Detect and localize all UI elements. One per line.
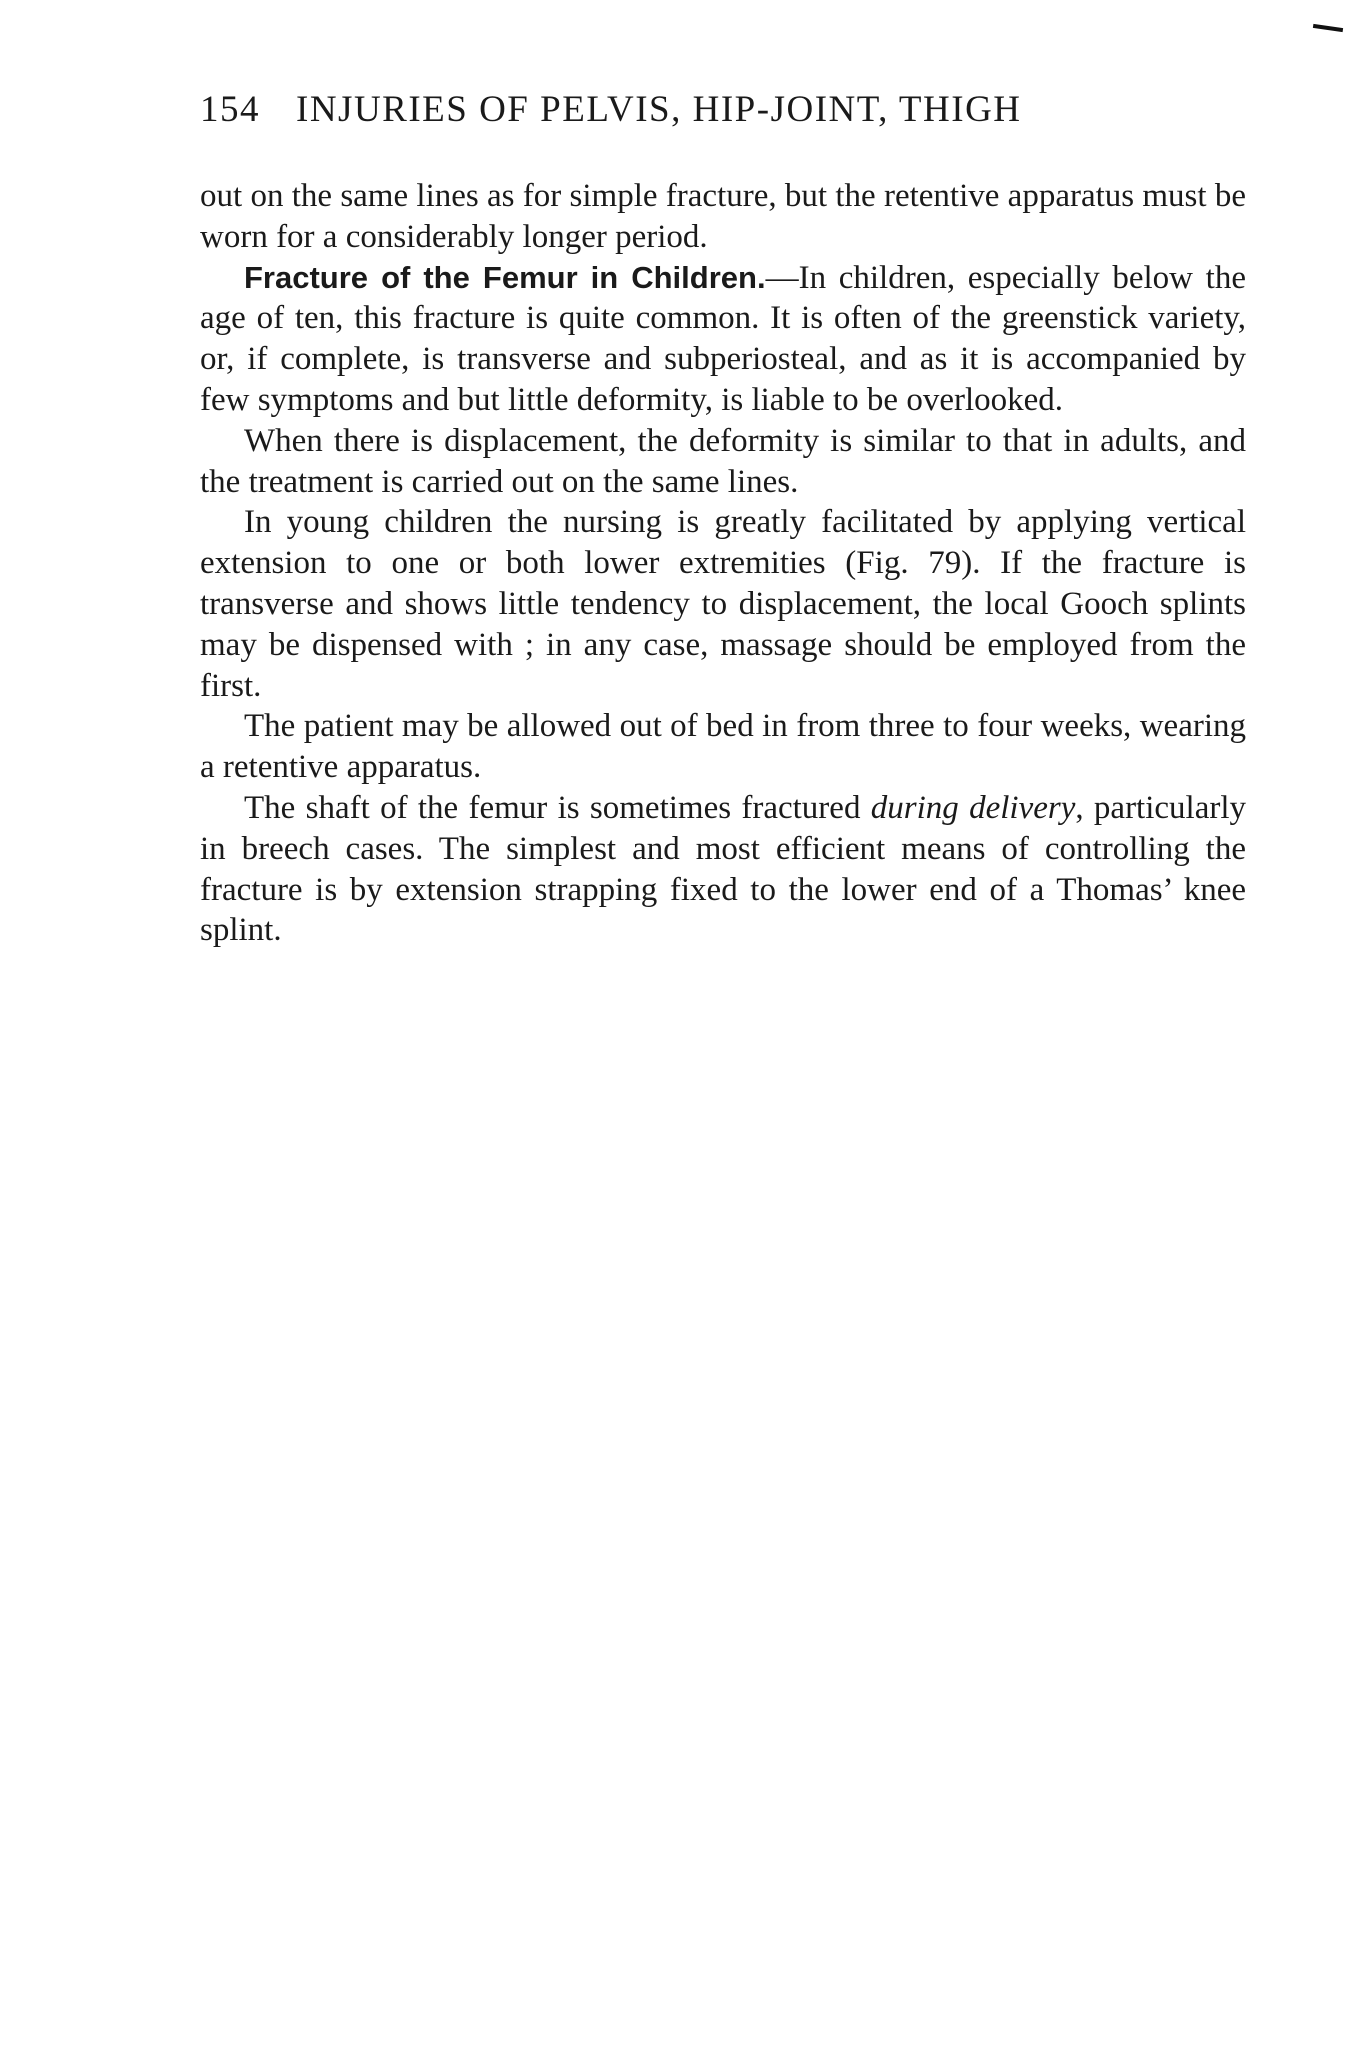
paragraph-nursing (200, 502, 1246, 706)
paragraph-text: In young children the nursing is greatly facilitated by applying vertical extension to one or both lower extremities (Fig. 79). If the fracture is transverse and shows little tendency to displacement, the local Gooch splints may be dispensed with ; in any case, massage should be employed from the first. (200, 504, 1246, 704)
paragraph-femur-children (200, 258, 1246, 421)
scan-edge-mark (1313, 24, 1343, 32)
emphasis-text: during delivery (870, 789, 1076, 826)
paragraph-text: out on the same lines as for simple fracture, but the retentive apparatus must be worn for a considerably longer period. (200, 178, 1246, 255)
paragraph-text: , particularly in breech cases. The simplest and most efficient means of controlling the fracture is by extension strapping fixed to the lower end of a Thomas’ knee splint. (200, 789, 1247, 949)
paragraph-delivery (200, 788, 1246, 951)
paragraph-text: —In children, especially below the age of ten, this fracture is quite common. It is often of the greenstick variety, or, if complete, is transverse and subperiosteal, and as it is accompanied by few symptoms and but little deformity, is liable to be overlooked. (200, 259, 1246, 418)
paragraph-text: The patient may be allowed out of bed in from three to four weeks, wearing a retentive apparatus. (200, 708, 1246, 786)
paragraph-continuation (200, 176, 1246, 258)
body-text (200, 176, 1246, 951)
paragraph-text: When there is displacement, the deformity is similar to that in adults, and the treatment is carried out on the same lines. (200, 422, 1246, 500)
paragraph-text: The shaft of the femur is sometimes fractured (244, 789, 871, 826)
running-head (200, 88, 1240, 131)
page-number: 154 (200, 89, 260, 130)
section-heading: Fracture of the Femur in Children. (244, 259, 766, 295)
paragraph-allowed-out (200, 706, 1246, 788)
running-title: INJURIES OF PELVIS, HIP-JOINT, THIGH (296, 89, 1022, 130)
paragraph-displacement (200, 421, 1246, 503)
